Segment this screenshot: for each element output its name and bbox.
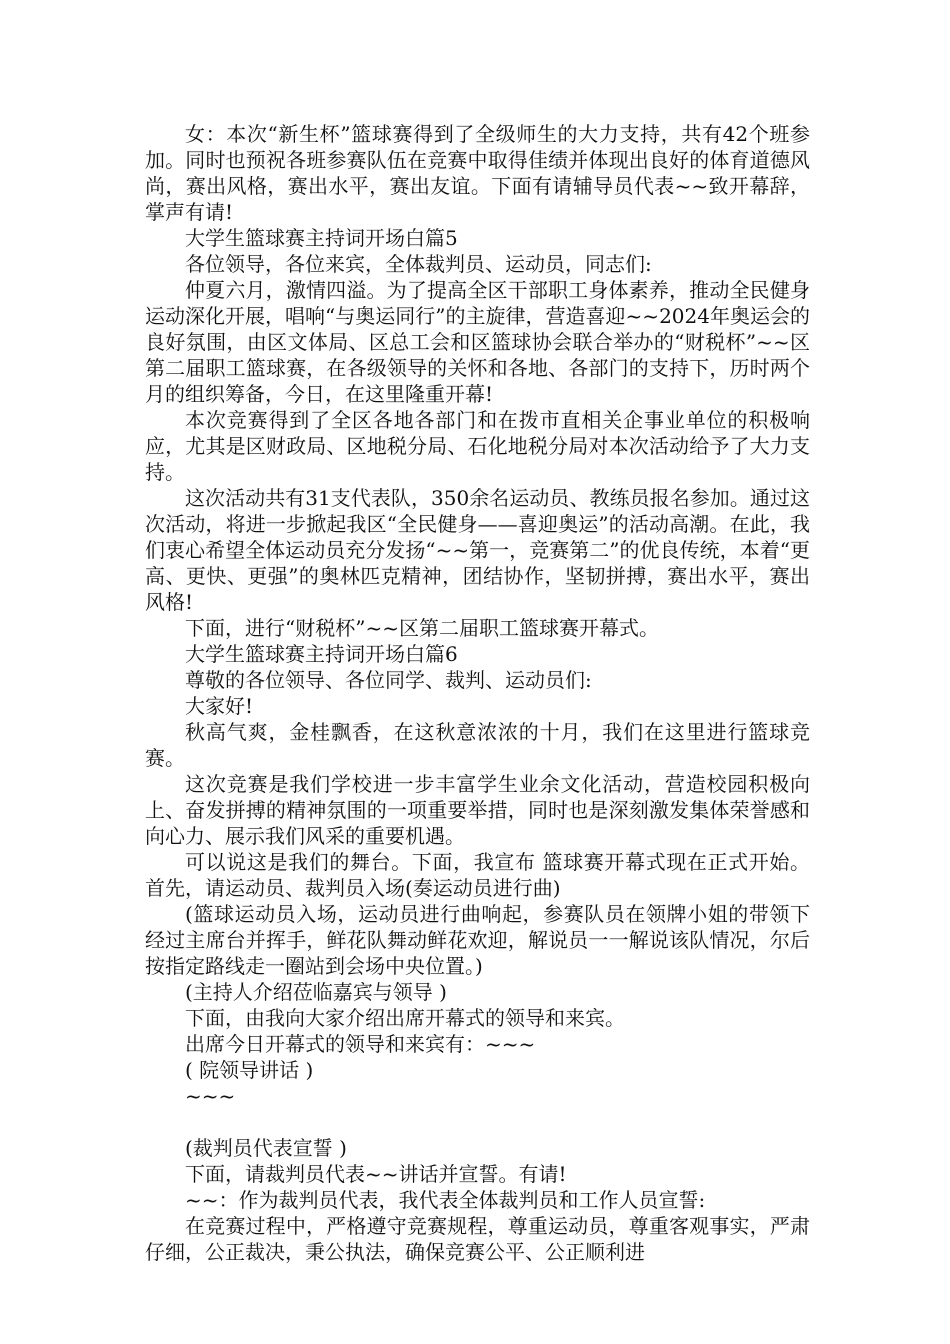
paragraph: ~~：作为裁判员代表，我代表全体裁判员和工作人员宣誓: (185, 1188, 706, 1212)
paragraph: ~~~ (185, 1084, 236, 1108)
paragraph: 在竞赛过程中，严格遵守竞赛规程，尊重运动员，尊重客观事实，严肃仔细，公正裁决，秉公执法，确保竞赛公平、公正顺利进 (145, 1214, 810, 1264)
paragraph: (裁判员代表宣誓 ) (185, 1136, 347, 1160)
blank-line (145, 1109, 810, 1135)
section-heading: 大学生篮球赛主持词开场白篇5 (185, 226, 458, 250)
paragraph: 下面，进行“财税杯”~~区第二届职工篮球赛开幕式。 (185, 616, 659, 640)
paragraph: 本次竞赛得到了全区各地各部门和在拨市直相关企事业单位的积极响应，尤其是区财政局、区地税分局、石化地税分局对本次活动给予了大力支持。 (145, 408, 810, 484)
paragraph: 这次竞赛是我们学校进一步丰富学生业余文化活动，营造校园积极向上、奋发拼搏的精神氛围的一项重要举措，同时也是深刻激发集体荣誉感和向心力、展示我们风采的重要机遇。 (145, 772, 810, 848)
paragraph: 女：本次“新生杯”篮球赛得到了全级师生的大力支持，共有42个班参加。同时也预祝各班参赛队伍在竞赛中取得佳绩并体现出良好的体育道德风尚，赛出风格，赛出水平，赛出友谊。下面有请辅导员代表~~致开幕辞，掌声有请! (145, 122, 810, 224)
paragraph: 秋高气爽，金桂飘香，在这秋意浓浓的十月，我们在这里进行篮球竞赛。 (145, 720, 810, 770)
paragraph: 这次活动共有31支代表队，350余名运动员、教练员报名参加。通过这次活动，将进一步掀起我区“全民健身——喜迎奥运”的活动高潮。在此，我们衷心希望全体运动员充分发扬“~~第一，竞赛第二”的优良传统，本着“更高、更快、更强”的奥林匹克精神，团结协作，坚韧拼搏，赛出水平，赛出风格! (145, 486, 810, 614)
paragraph: (主持人介绍莅临嘉宾与领导 ) (185, 980, 447, 1004)
paragraph: (篮球运动员入场，运动员进行曲响起，参赛队员在领牌小姐的带领下经过主席台并挥手，鲜花队舞动鲜花欢迎，解说员一一解说该队情况，尔后按指定路线走一圈站到会场中央位置。) (145, 902, 810, 978)
document-body (145, 121, 810, 1265)
paragraph: 出席今日开幕式的领导和来宾有：~~~ (185, 1032, 536, 1056)
section-heading: 大学生篮球赛主持词开场白篇6 (185, 642, 458, 666)
paragraph: 各位领导，各位来宾，全体裁判员、运动员，同志们: (185, 252, 652, 276)
paragraph: 下面，请裁判员代表~~讲话并宣誓。有请! (185, 1162, 567, 1186)
paragraph: ( 院领导讲话 ) (185, 1058, 314, 1082)
paragraph: 尊敬的各位领导、各位同学、裁判、运动员们: (185, 668, 592, 692)
paragraph: 下面，由我向大家介绍出席开幕式的领导和来宾。 (185, 1006, 625, 1030)
paragraph: 可以说这是我们的舞台。下面，我宣布 篮球赛开幕式现在正式开始。首先，请运动员、裁判员入场(奏运动员进行曲) (145, 850, 810, 900)
paragraph: 仲夏六月，激情四溢。为了提高全区干部职工身体素养，推动全民健身运动深化开展，唱响“与奥运同行”的主旋律，营造喜迎~~2024年奥运会的良好氛围，由区文体局、区总工会和区篮球协会联合举办的“财税杯”~~区第二届职工篮球赛，在各级领导的关怀和各地、各部门的支持下，历时两个月的组织筹备，今日，在这里隆重开幕! (145, 278, 810, 406)
paragraph: 大家好! (185, 694, 254, 718)
